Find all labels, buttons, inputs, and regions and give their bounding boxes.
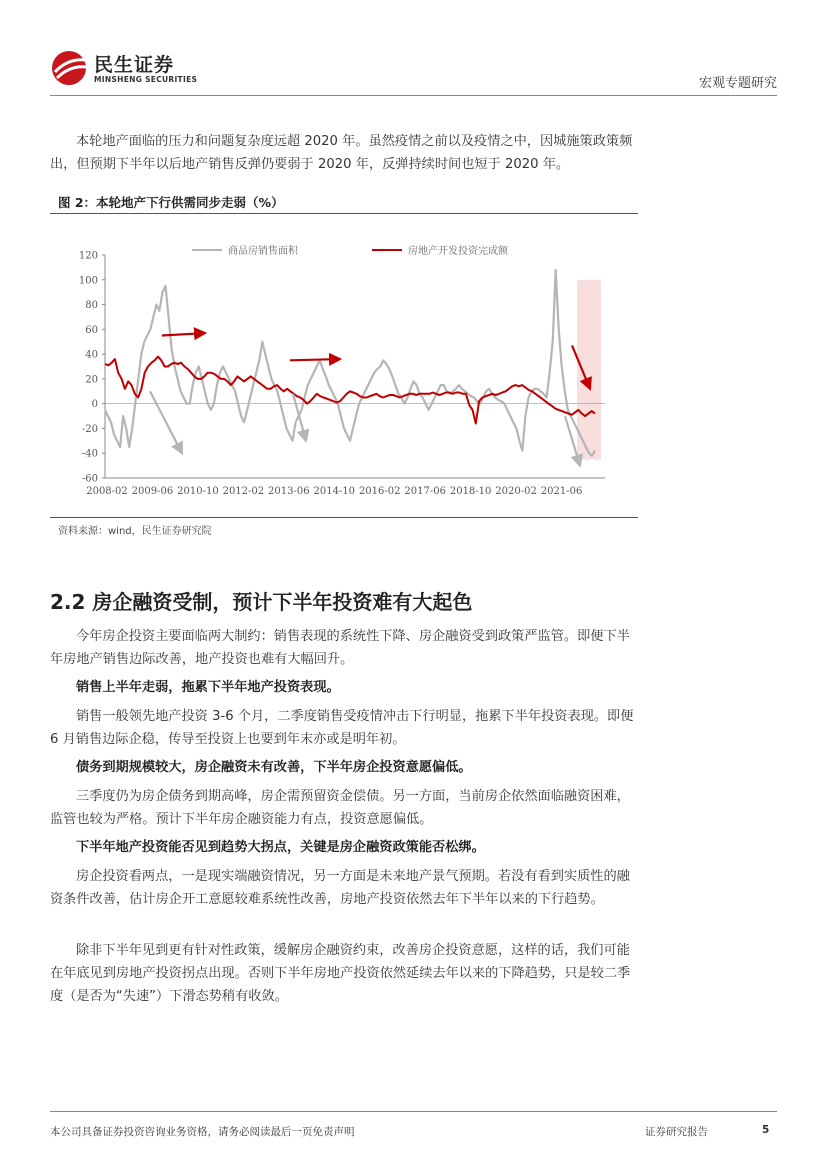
section-paragraph: 今年房企投资主要面临两大制约：销售表现的系统性下降、房企融资受到政策严监管。即便下半年房地产销售边际改善，地产投资也难有大幅回升。 [50, 629, 630, 667]
section-paragraph: 销售一般领先地产投资 3-6 个月，二季度销售受疫情冲击下行明显，拖累下半年投资表现。即便 6 月销售边际企稳，传导至投资上也要到年末亦或是明年初。 [50, 709, 634, 747]
section-title: 2.2 房企融资受制，预计下半年投资难有大起色 [50, 590, 473, 614]
footer-divider [50, 1111, 777, 1112]
x-tick-label: 2012-02 [222, 486, 265, 497]
section-paragraph: 三季度仍为房企债务到期高峰，房企需预留资金偿债。另一方面，当前房企依然面临融资困难，监管也较为严格。预计下半年房企融资能力有点，投资意愿偏低。 [50, 789, 630, 827]
y-tick-label: 0 [91, 399, 98, 411]
figure-source: 资料来源：wind，民生证券研究院 [58, 526, 212, 537]
y-tick-label: 120 [78, 250, 98, 262]
legend-label: 房地产开发投资完成额 [408, 246, 508, 257]
x-tick-label: 2009-06 [131, 486, 174, 497]
trend-arrow [162, 333, 205, 335]
highlight-region [577, 280, 601, 460]
logo-text-zh: 民生证券 [94, 54, 175, 76]
header-divider [50, 95, 777, 96]
x-tick-label: 2017-06 [404, 486, 446, 497]
y-tick-label: -60 [81, 473, 98, 485]
page-number: 5 [762, 1124, 770, 1136]
y-tick-label: -40 [81, 448, 98, 460]
logo-text-en: MINSHENG SECURITIES [94, 75, 198, 84]
intro-paragraph: 本轮地产面临的压力和问题复杂度远超 2020 年。虽然疫情之前以及疫情之中，因城施策政策频出，但预期下半年以后地产销售反弹仍要弱于 2020 年，反弹持续时间也短于 2020 年。 [50, 134, 633, 172]
x-tick-label: 2016-02 [358, 486, 401, 497]
section-paragraph: 房企投资看两点，一是现实端融资情况，另一方面是未来地产景气预期。若没有看到实质性的融资条件改善，估计房企开工意愿较难系统性改善，房地产投资依然去年下半年以来的下行趋势。 [50, 869, 630, 907]
y-tick-label: 60 [85, 324, 98, 336]
section-paragraph: 除非下半年见到更有针对性政策，缓解房企融资约束，改善房企投资意愿，这样的话，我们可能在年底见到房地产投资拐点出现。否则下半年房地产投资依然延续去年以来的下降趋势，只是较二季度（是否为“失速”）下滑态势稍有收敛。 [50, 943, 631, 1004]
x-tick-label: 2014-10 [313, 486, 356, 497]
logo-mark-icon [50, 50, 90, 86]
x-tick-label: 2018-10 [449, 486, 492, 497]
x-tick-label: 2010-10 [177, 486, 219, 497]
report-type: 宏观专题研究 [698, 76, 777, 91]
y-tick-label: 20 [85, 374, 98, 386]
trend-arrow [290, 359, 340, 360]
section-subheading: 下半年地产投资能否见到趋势大拐点，关键是房企融资政策能否松绑。 [76, 840, 485, 855]
series-line [105, 357, 595, 424]
figure-title-rule [50, 213, 638, 214]
x-tick-label: 2021-06 [540, 486, 583, 497]
x-tick-label: 2020-02 [495, 486, 537, 497]
y-tick-label: -20 [81, 423, 98, 435]
trend-arrow [150, 391, 182, 453]
y-tick-label: 80 [85, 300, 98, 312]
chart [50, 235, 638, 505]
legend-label: 商品房销售面积 [228, 246, 298, 257]
x-tick-label: 2008-02 [86, 486, 128, 497]
y-tick-label: 40 [85, 349, 98, 361]
y-tick-label: 100 [78, 275, 98, 287]
section-subheading: 销售上半年走弱，拖累下半年地产投资表现。 [76, 680, 340, 695]
figure-bottom-rule [50, 517, 638, 518]
figure-title: 图 2：本轮地产下行供需同步走弱（%） [58, 195, 284, 210]
footer-report-label: 证券研究报告 [645, 1126, 708, 1138]
footer-disclaimer: 本公司具备证券投资咨询业务资格，请务必阅读最后一页免责声明 [50, 1126, 355, 1138]
section-subheading: 债务到期规模较大，房企融资未有改善，下半年房企投资意愿偏低。 [76, 760, 472, 775]
logo [50, 48, 200, 88]
x-tick-label: 2013-06 [268, 486, 310, 497]
